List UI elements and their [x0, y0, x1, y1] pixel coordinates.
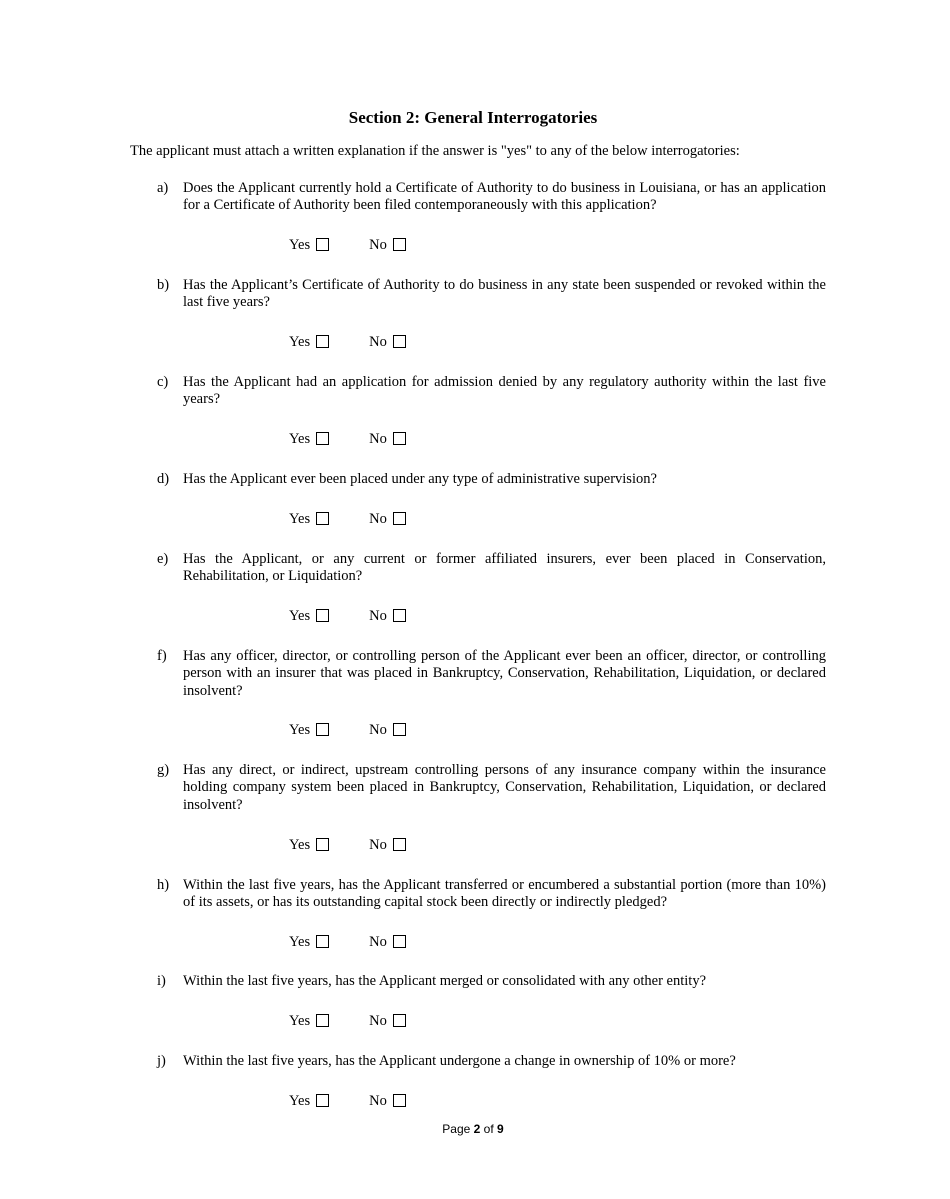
question-text-e: Has the Applicant, or any current or former affiliated insurers, ever been placed in Conservation, Rehabilitation, or Liquidation? [183, 551, 826, 585]
intro-text: The applicant must attach a written explanation if the answer is "yes" to any of the below interrogatories: [130, 143, 740, 159]
question-letter-a: a) [157, 180, 169, 196]
answer-row-d [289, 508, 406, 528]
of-label: of [483, 1122, 494, 1136]
answer-row-f [289, 719, 406, 739]
answer-row-h [289, 931, 406, 951]
yes-checkbox-f[interactable] [316, 723, 329, 736]
yes-label: Yes [289, 431, 311, 447]
no-checkbox-i[interactable] [393, 1014, 406, 1027]
yes-checkbox-d[interactable] [316, 512, 329, 525]
page-total: 9 [497, 1122, 504, 1136]
no-checkbox-g[interactable] [393, 838, 406, 851]
yes-label: Yes [289, 334, 311, 350]
yes-label: Yes [289, 1013, 311, 1029]
section-title: Section 2: General Interrogatories [348, 108, 598, 127]
yes-checkbox-a[interactable] [316, 238, 329, 251]
question-text-i: Within the last five years, has the Applicant merged or consolidated with any other entity? [183, 973, 707, 989]
answer-row-g [289, 834, 406, 854]
yes-label: Yes [289, 837, 311, 853]
yes-label: Yes [289, 722, 311, 738]
no-checkbox-j[interactable] [393, 1094, 406, 1107]
no-label: No [369, 237, 387, 253]
question-letter-f: f) [157, 648, 167, 664]
no-label: No [369, 1093, 387, 1109]
yes-checkbox-c[interactable] [316, 432, 329, 445]
question-letter-e: e) [157, 551, 169, 567]
answer-row-c [289, 428, 406, 448]
answer-row-i [289, 1010, 406, 1030]
page-current: 2 [473, 1122, 481, 1136]
answer-row-e [289, 605, 406, 625]
yes-checkbox-b[interactable] [316, 335, 329, 348]
no-label: No [369, 934, 387, 950]
yes-label: Yes [289, 608, 311, 624]
no-label: No [369, 334, 387, 350]
question-text-g: Has any direct, or indirect, upstream controlling persons of any insurance company within the insurance holding company system been placed in Bankruptcy, Conservation, Rehabilitation, Liquidation, or declared insolvent? [183, 762, 826, 813]
no-label: No [369, 608, 387, 624]
no-label: No [369, 722, 387, 738]
yes-label: Yes [289, 237, 311, 253]
no-label: No [369, 1013, 387, 1029]
no-checkbox-f[interactable] [393, 723, 406, 736]
page-footer [0, 1122, 946, 1136]
question-letter-b: b) [157, 277, 170, 293]
question-text-b: Has the Applicant’s Certificate of Authority to do business in any state been suspended or revoked within the last five years? [183, 277, 826, 311]
answer-row-a [289, 234, 406, 254]
question-text-d: Has the Applicant ever been placed under any type of administrative supervision? [183, 471, 657, 487]
answer-row-j [289, 1090, 406, 1110]
yes-checkbox-i[interactable] [316, 1014, 329, 1027]
yes-checkbox-e[interactable] [316, 609, 329, 622]
no-label: No [369, 431, 387, 447]
question-letter-d: d) [157, 471, 170, 487]
no-checkbox-d[interactable] [393, 512, 406, 525]
question-text-c: Has the Applicant had an application for admission denied by any regulatory authority within the last five years? [183, 374, 826, 408]
question-letter-c: c) [157, 374, 169, 390]
question-text-h: Within the last five years, has the Applicant transferred or encumbered a substantial portion (more than 10%) of its assets, or has its outstanding capital stock been directly or indirectly pledged? [183, 877, 826, 911]
yes-checkbox-h[interactable] [316, 935, 329, 948]
answer-row-b [289, 331, 406, 351]
no-checkbox-h[interactable] [393, 935, 406, 948]
yes-checkbox-j[interactable] [316, 1094, 329, 1107]
question-text-f: Has any officer, director, or controlling person of the Applicant ever been an officer, director, or controlling person with an insurer that was placed in Bankruptcy, Conservation, Rehabilitation, Liquidation, or declared insolvent? [183, 648, 826, 699]
yes-label: Yes [289, 934, 311, 950]
question-text-j: Within the last five years, has the Applicant undergone a change in ownership of 10% or more? [183, 1053, 736, 1069]
no-label: No [369, 511, 387, 527]
question-letter-j: j) [157, 1053, 166, 1069]
no-checkbox-b[interactable] [393, 335, 406, 348]
yes-checkbox-g[interactable] [316, 838, 329, 851]
yes-label: Yes [289, 1093, 311, 1109]
question-letter-h: h) [157, 877, 170, 893]
yes-label: Yes [289, 511, 311, 527]
question-text-a: Does the Applicant currently hold a Certificate of Authority to do business in Louisiana, or has an application for a Certificate of Authority been filed contemporaneously with this application? [183, 180, 826, 214]
no-checkbox-c[interactable] [393, 432, 406, 445]
question-letter-g: g) [157, 762, 170, 778]
no-checkbox-a[interactable] [393, 238, 406, 251]
question-letter-i: i) [157, 973, 166, 989]
page-label: Page [442, 1122, 471, 1136]
no-checkbox-e[interactable] [393, 609, 406, 622]
no-label: No [369, 837, 387, 853]
